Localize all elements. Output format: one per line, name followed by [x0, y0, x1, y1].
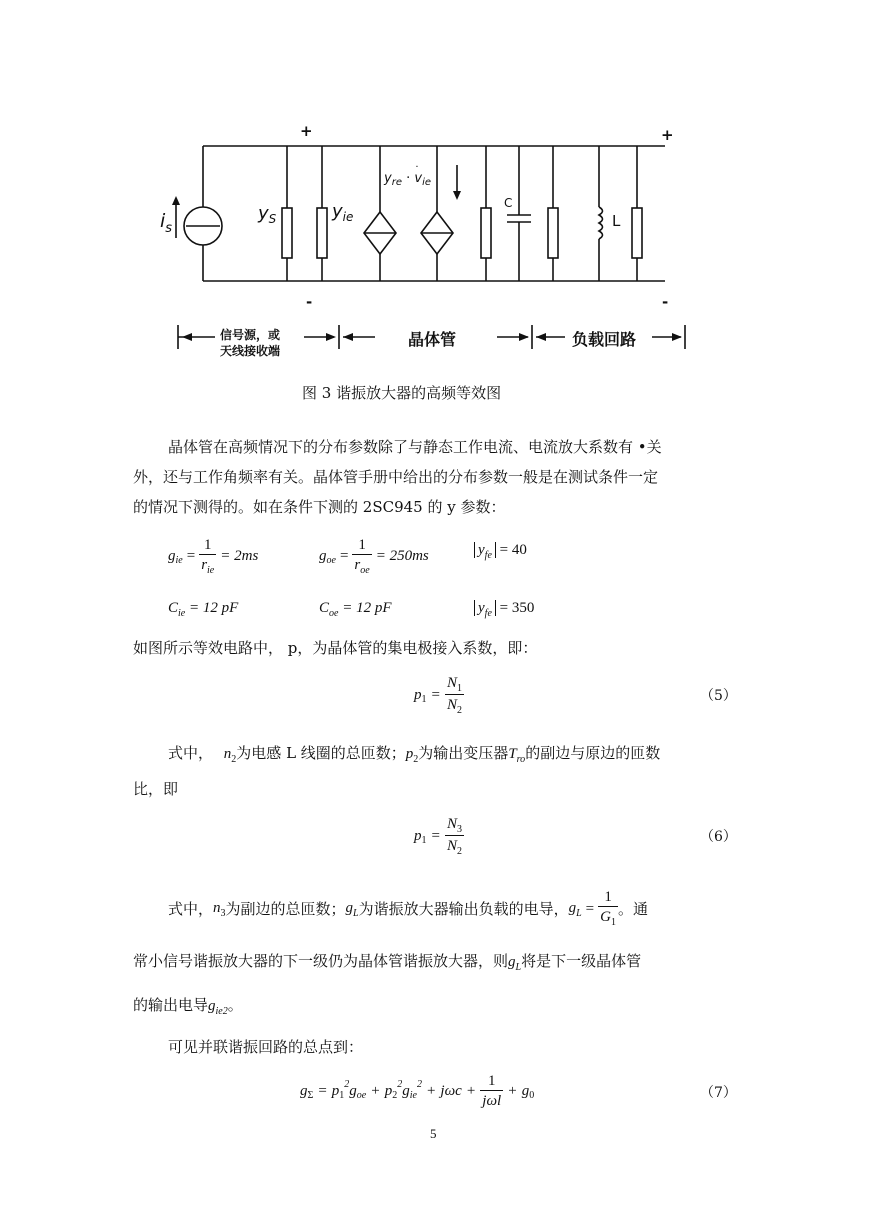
minus-sign-right: - — [662, 293, 669, 311]
equation-5-number: （5） — [700, 688, 737, 704]
label-c: C — [504, 196, 513, 210]
plus-sign-right: + — [661, 126, 674, 144]
figure-caption: 图 3 谐振放大器的高频等效图 — [302, 384, 502, 402]
param-y-fe-2: $y_{fe} = 350$ — [474, 600, 534, 617]
equation-5: p 1 = $\frac{N_1}{N_2}$ — [414, 675, 462, 716]
param-g-oe: g oe = $\frac{1}{r_{oe}}$ = 250ms — [319, 537, 429, 576]
label-l: L — [612, 212, 621, 230]
label-yre-vie: $y_{re} \cdot v$ · $_{ie}$ — [384, 162, 432, 188]
paragraph5: 可见并联谐振回路的总点到： — [168, 1038, 364, 1056]
param-c-oe: $C_{oe} = 12$ pF — [319, 600, 392, 619]
paragraph4-line3: 的输出电导$g_{ie2}$。 — [133, 996, 243, 1017]
section-source-label: 信号源，或 天线接收端 — [220, 328, 281, 358]
paragraph3-line1: 式中， $n_2$为电感 L 线圈的总匝数；$p_2$为输出变压器$T_{ro}$的副边与原边的匝数 — [168, 744, 661, 765]
paragraph2: 如图所示等效电路中， p，为晶体管的集电极接入系数，即： — [133, 639, 538, 657]
param-g-ie: g ie = $\frac{1}{r_{ie}}$ = 2ms — [168, 537, 259, 576]
label-yie: $y_{ie}$ — [332, 201, 354, 224]
param-c-ie: $C_{ie} = 12$ pF — [168, 600, 239, 619]
equation-7: g Σ = p 1 2 g oe + p 2 2 g ie 2 + jωc + $\frac{1}{\text{jωl}}$ + g 0 — [300, 1073, 535, 1109]
page-number: 5 — [430, 1126, 437, 1141]
paragraph1-line3: 的情况下测得的。如在条件下测的 2SC945 的 y 参数： — [133, 498, 506, 516]
plus-sign-left: + — [300, 122, 313, 140]
section-load-label: 负载回路 — [572, 330, 637, 349]
minus-sign-left: - — [306, 293, 313, 311]
paragraph1-line1: 晶体管在高频情况下的分布参数除了与静态工作电流、电流放大系数有 •关 — [168, 438, 662, 456]
param-y-fe-1: $y_{fe} = 40$ — [474, 542, 527, 559]
section-transistor-label: 晶体管 — [408, 330, 457, 349]
paragraph4-line2: 常小信号谐振放大器的下一级仍为晶体管谐振放大器，则$g_L$将是下一级晶体管 — [133, 952, 642, 973]
paragraph4-line1: 式中， $n_3$ 为副边的总匝数； $g_L$ 为谐振放大器输出负载的电导， $g_L$ = $\frac{1}{G_1}$ 。通 — [168, 889, 648, 928]
label-is: $i_s$ — [160, 210, 173, 236]
equation-6-number: （6） — [700, 829, 737, 845]
paragraph3-line2: 比，即 — [133, 780, 179, 798]
equation-7-number: （7） — [700, 1085, 737, 1101]
equivalent-circuit-figure — [0, 0, 869, 370]
equation-6: p 1 = $\frac{N_3}{N_2}$ — [414, 816, 462, 857]
label-ys: $y_S$ — [258, 203, 277, 226]
paragraph1-line2: 外，还与工作角频率有关。晶体管手册中给出的分布参数一般是在测试条件一定 — [133, 468, 659, 486]
